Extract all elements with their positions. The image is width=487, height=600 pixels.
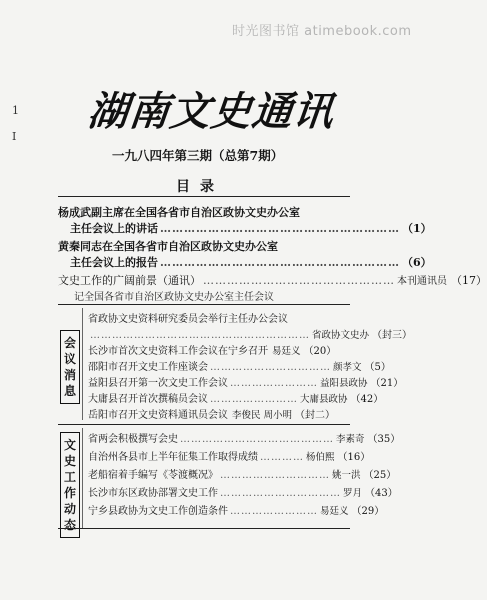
margin-mark: 1 (12, 104, 19, 117)
margin-marks (12, 98, 24, 150)
entry-title-cont: 主任会议上的报告 (70, 256, 158, 269)
entry-source: 大庸县政协 (300, 394, 348, 405)
margin-mark: I (12, 130, 17, 143)
entry-title: 岳阳市召开文史资料通讯员会议 (88, 410, 228, 421)
entry-page: （42） (350, 394, 384, 405)
leader-dots: …………………… (210, 394, 298, 405)
journal-title: 湖南文史通讯 (85, 88, 337, 135)
entry-title: 邵阳市召开文史工作座谈会 (88, 362, 208, 373)
entry-title: 老船宿着手编写《苓渡概况》 (88, 470, 218, 481)
entry-page: （6） (402, 256, 432, 269)
toc-entry[interactable] (58, 238, 354, 254)
entry-page: （20） (303, 346, 337, 357)
entry-page: （5） (364, 362, 391, 373)
leader-dots: …………………………………………………… (90, 330, 310, 341)
leader-dots: …………………………………………………… (160, 256, 400, 269)
leader-dots: …………………… (230, 506, 318, 517)
toc-entry[interactable] (88, 406, 336, 422)
entry-source: 易廷义 (320, 506, 349, 517)
entry-source: 罗月 (343, 488, 363, 499)
toc-entry[interactable] (88, 390, 384, 406)
leader-dots: ………………………… (220, 470, 330, 481)
leader-dots: …………………………………… (180, 434, 334, 445)
leader-dots: ………………………………………… (203, 274, 395, 287)
entry-title: 长沙市东区政协部署文史工作 (88, 488, 218, 499)
leader-dots: …………………………… (220, 488, 341, 499)
entry-page: （43） (365, 488, 398, 499)
entry-page: （17） (451, 274, 487, 287)
entry-title: 文史工作的广阔前景（通讯） (58, 274, 201, 287)
entry-source: 省政协文史办 (312, 330, 370, 341)
entry-title: 宁乡县政协为文史工作创造条件 (88, 506, 228, 517)
watermark-text: 时光图书馆 atimebook.com (232, 24, 412, 39)
divider (58, 424, 350, 425)
contents-heading: 目录 (176, 179, 224, 195)
entry-title: 大庸县召开首次撰稿员会议 (88, 394, 208, 405)
leader-dots: …………………………… (210, 362, 331, 373)
leader-dots: …………………………………………………… (160, 222, 400, 235)
entry-title: 长沙市首次文史资料工作会议在宁乡召开 (88, 346, 268, 357)
section-label-work-news: 文 史 工 作 动 态 (60, 432, 80, 538)
entry-source: 李素奇 (336, 434, 365, 445)
leader-dots: ………… (260, 452, 304, 463)
toc-entry-cont[interactable] (70, 220, 432, 236)
entry-page: （16） (337, 452, 371, 463)
toc-entry[interactable] (58, 272, 487, 288)
entry-page: （25） (363, 470, 397, 481)
entry-source: 益阳县政协 (320, 378, 368, 389)
leader-dots: …………………… (230, 378, 318, 389)
divider (58, 304, 350, 305)
toc-entry[interactable] (88, 502, 385, 518)
entry-page: （1） (402, 222, 432, 235)
entry-source: 李俊民 周小明 (232, 410, 293, 421)
toc-entry-cont[interactable] (70, 254, 432, 270)
entry-title-cont: 主任会议上的讲话 (70, 222, 158, 235)
toc-entry[interactable] (88, 430, 401, 446)
divider (58, 528, 350, 529)
entry-source: 本刊通讯员 (397, 276, 447, 287)
toc-entry[interactable] (88, 342, 337, 358)
toc-entry[interactable] (88, 466, 397, 482)
entry-title: 益阳县召开第一次文史工作会议 (88, 378, 228, 389)
entry-source: 颜孝文 (333, 362, 362, 373)
entry-title: 省政协文史资料研究委员会举行主任办公会议 (88, 314, 288, 325)
section-label-meetings: 会 议 消 息 (60, 330, 80, 404)
entry-page: （封三） (372, 330, 413, 341)
entry-title: 杨成武副主席在全国各省市自治区政协文史办公室 (58, 206, 300, 219)
entry-page: （封二） (295, 410, 336, 421)
entry-source: 杨伯熙 (306, 452, 335, 463)
issue-line: 一九八四年第三期（总第7期） (112, 148, 284, 163)
entry-source: 易廷义 (272, 346, 301, 357)
toc-entry[interactable] (88, 310, 332, 326)
toc-entry[interactable] (88, 484, 398, 500)
entry-page: （29） (351, 506, 385, 517)
toc-entry[interactable] (58, 204, 354, 220)
entry-page: （21） (370, 378, 404, 389)
entry-title: 省两会积极撰写会史 (88, 434, 178, 445)
entry-source: 姚一洪 (332, 470, 361, 481)
toc-entry[interactable] (88, 358, 391, 374)
toc-entry[interactable] (88, 374, 404, 390)
entry-page: （35） (367, 434, 401, 445)
entry-subtitle: 记全国各省市自治区政协文史办公室主任会议 (74, 292, 274, 303)
entry-title: 黄秦同志在全国各省市自治区政协文史办公室 (58, 240, 278, 253)
divider (58, 196, 350, 197)
toc-entry[interactable] (88, 448, 371, 464)
toc-entry-cont[interactable] (88, 326, 413, 342)
entry-title: 自治州各县市上半年征集工作取得成绩 (88, 452, 258, 463)
